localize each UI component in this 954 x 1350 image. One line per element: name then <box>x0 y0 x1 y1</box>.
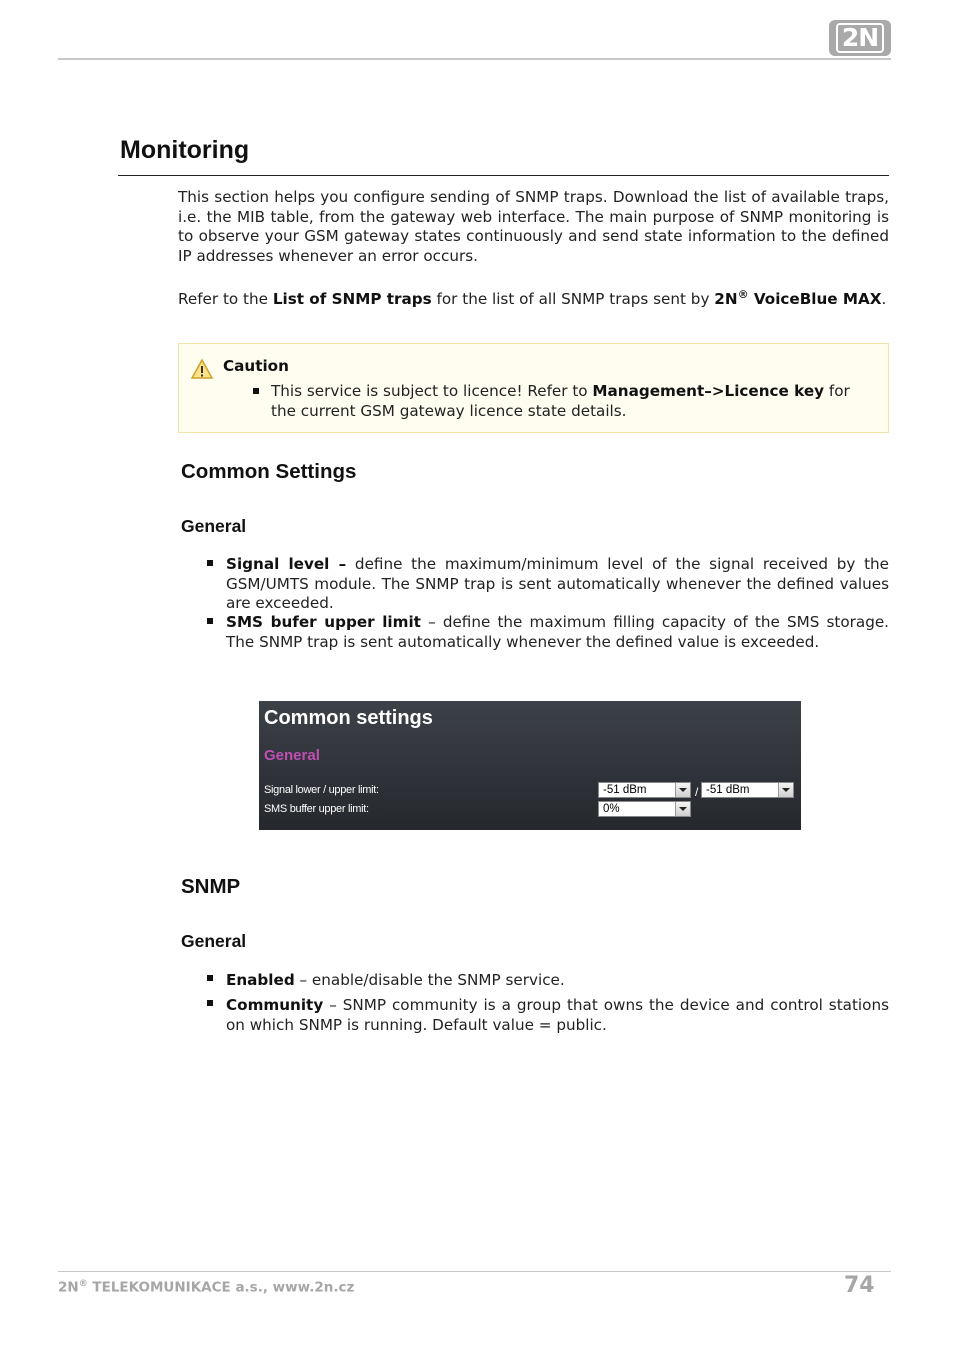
brand-logo: 2N <box>829 20 891 56</box>
section-heading-common-settings: Common Settings <box>181 460 357 483</box>
panel-subtitle: General <box>264 747 320 764</box>
chevron-down-icon[interactable] <box>675 783 690 797</box>
subheading-general: General <box>181 516 247 536</box>
caution-title: Caution <box>223 357 289 375</box>
caution-box <box>178 343 889 433</box>
list-item: Community – SNMP community is a group that owns the device and control stations on which SNMP is running. Default value = public. <box>226 996 889 1034</box>
caution-text: This service is subject to licence! Refer to Management–>Licence key for the current GSM gateway licence state details. <box>271 382 850 420</box>
title-rule <box>118 175 889 176</box>
list-item: Enabled – enable/disable the SNMP service. <box>226 971 565 989</box>
sms-buffer-label: SMS buffer upper limit: <box>264 803 369 815</box>
bullet-icon <box>207 618 213 624</box>
panel-title: Common settings <box>264 707 433 729</box>
signal-upper-select[interactable]: -51 dBm <box>701 782 794 798</box>
page-title: Monitoring <box>120 136 250 164</box>
chevron-down-icon[interactable] <box>675 802 690 816</box>
footer-company: 2N® TELEKOMUNIKACE a.s., www.2n.cz <box>58 1279 355 1296</box>
intro-paragraph: This section helps you configure sending of SNMP traps. Download the list of available traps, i.e. the MIB table, from the gateway web interface. The main purpose of SNMP monitoring is to observe your GSM gateway states continuously and send state information to the defined IP addresses whenever an error occurs. <box>178 188 889 265</box>
separator: / <box>695 785 699 799</box>
list-item: Signal level – define the maximum/minimum level of the signal received by the GSM/UMTS module. The SNMP trap is sent automatically whenever the defined values are exceeded. <box>226 555 889 612</box>
snmp-traps-link-text: List of SNMP traps <box>272 290 432 309</box>
list-item: SMS bufer upper limit – define the maximum filling capacity of the SMS storage. The SNMP trap is sent automatically whenever the defined value is exceeded. <box>226 613 890 651</box>
header-rule <box>58 58 891 60</box>
footer-rule <box>58 1271 891 1272</box>
signal-limit-label: Signal lower / upper limit: <box>264 784 379 796</box>
page-number: 74 <box>844 1273 875 1298</box>
refer-paragraph: Refer to the List of SNMP traps for the list of all SNMP traps sent by 2N® VoiceBlue MAX. <box>178 288 887 309</box>
bullet-icon <box>253 388 259 394</box>
common-settings-screenshot <box>259 701 801 830</box>
sms-buffer-select[interactable]: 0% <box>598 801 691 817</box>
chevron-down-icon[interactable] <box>778 783 793 797</box>
warning-icon <box>191 358 213 380</box>
bullet-icon <box>207 560 213 566</box>
subheading-general: General <box>181 931 247 951</box>
bullet-icon <box>207 975 213 981</box>
signal-lower-select[interactable]: -51 dBm <box>598 782 691 798</box>
section-heading-snmp: SNMP <box>181 875 241 898</box>
bullet-icon <box>207 1000 213 1006</box>
